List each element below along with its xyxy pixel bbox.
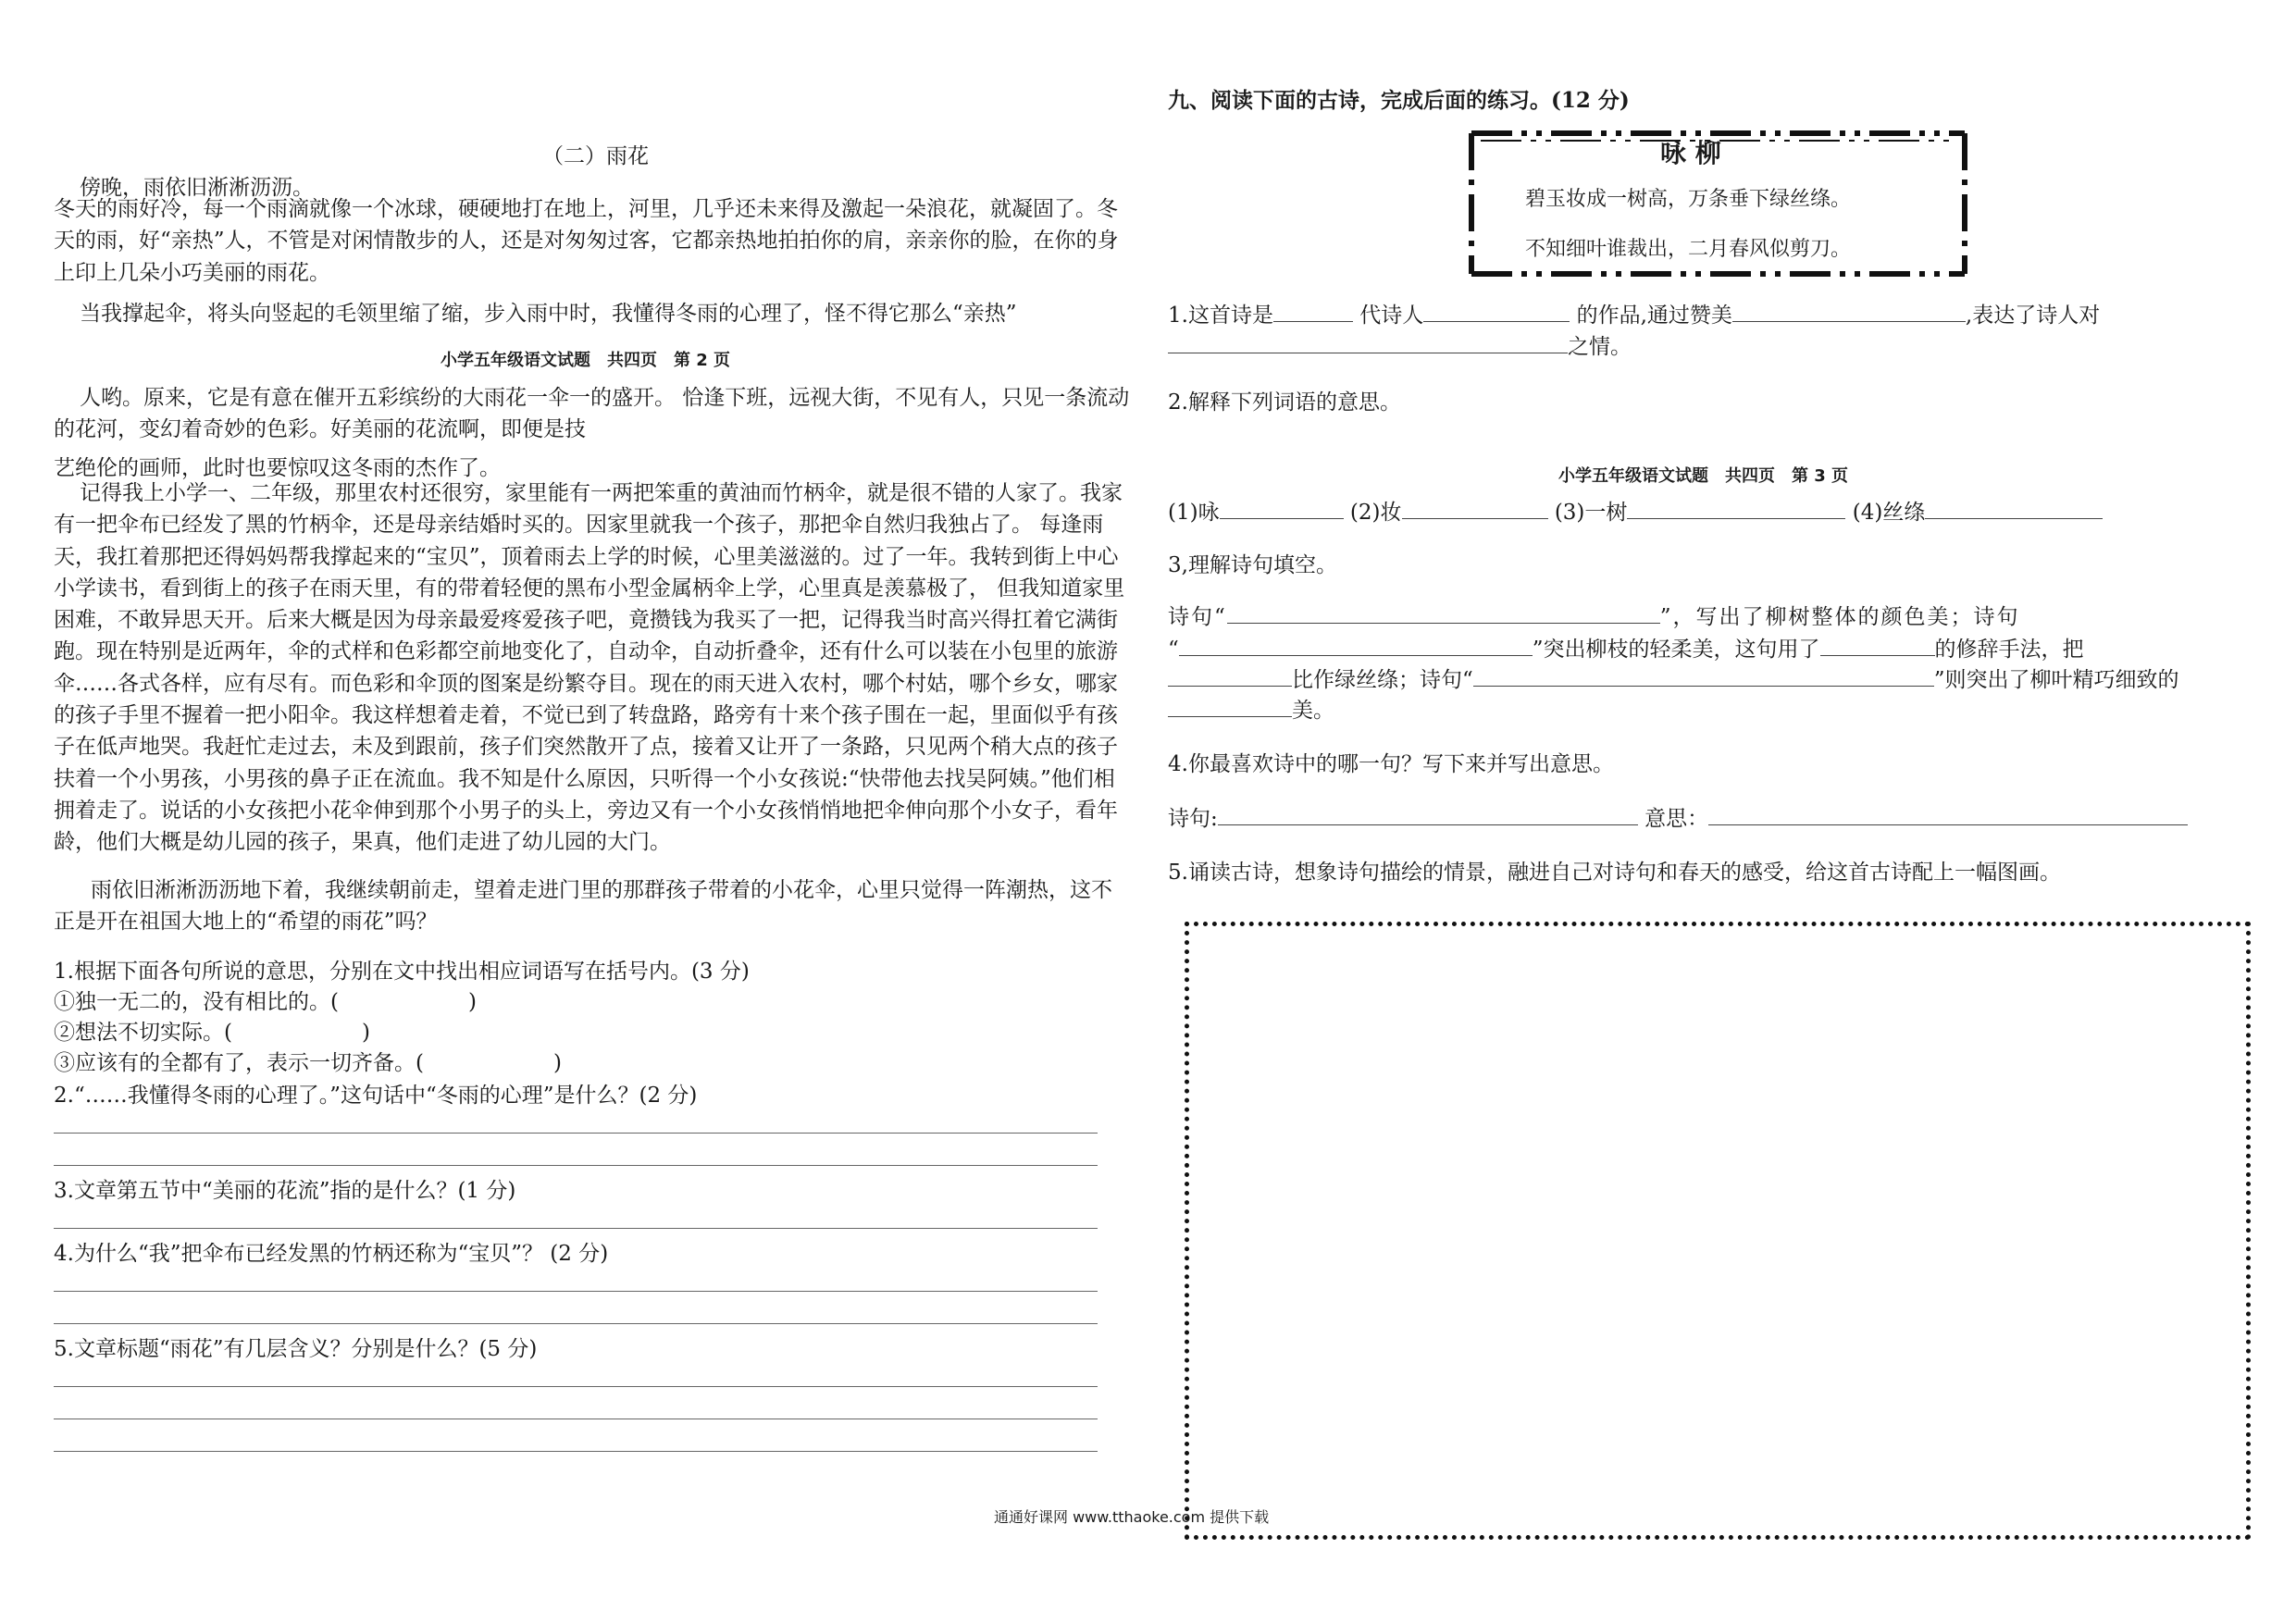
answer-line[interactable] <box>54 1291 1098 1292</box>
paragraph-4a: 人哟。原来，它是有意在催开五彩缤纷的大雨花一伞一的盛开。 恰逢下班，远视大街，不见有人，只见一条流动的花河，变幻着奇妙的色彩。好美丽的花流啊，即便是技 <box>54 386 1130 442</box>
poem-line-1: 碧玉妆成一树高，万条垂下绿丝绦。 <box>1525 188 1852 211</box>
right-question-5: 5.诵读古诗，想象诗句描绘的情景，融进自己对诗句和春天的感受，给这首古诗配上一幅图画。 <box>1168 861 2061 885</box>
blank-feeling[interactable] <box>1168 332 1568 353</box>
paragraph-5: 记得我上小学一、二年级，那里农村还很穷，家里能有一两把笨重的黄油而竹柄伞，就是很不错的人家了。我家有一把伞布已经发了黑的竹柄伞，还是母亲结婚时买的。因家里就我一个孩子，那把伞自然归我独占了。 每逢雨天，我扛着那把还得妈妈帮我撑起来的“宝贝”，顶着雨去上学的时候，心里美滋滋的。过了一年。我转到街上中心小学读书，看到街上的孩子在雨天里，有的带着轻便的黑布小型金属柄伞上学，心里真是羡慕极了， 但我知道家里困难，不敢异思天开。后来大概是因为母亲最爱疼爱孩子吧，竟攒钱为我买了一把，记得我当时高兴得扛着它满街跑。现在特别是近两年，伞的式样和色彩都空前地变化了，自动伞，自动折叠伞，还有什么可以装在小包里的旅游伞……各式各样，应有尽有。而色彩和伞顶的图案是纷繁夺目。现在的雨天进入农村，哪个村姑，哪个乡女，哪家的孩子手里不握着一把小阳伞。我这样想着走着，不觉已到了转盘路，路旁有十来个孩子围在一起，里面似乎有孩子在低声地哭。我赶忙走过去，未及到跟前，孩子们突然散开了点，接着又让开了一条路，只见两个稍大点的孩子扶着一个小男孩，小男孩的鼻子正在流血。我不知是什么原因，只听得一个小女孩说:“快带他去找吴阿姨。”他们相拥着走了。说话的小女孩把小花伞伸到那个小男子的头上，旁边又有一个小女孩悄悄地把伞伸向那个小女子，看年龄，他们大概是幼儿园的孩子，果真，他们走进了幼儿园的大门。 <box>54 481 1125 855</box>
question-1a: ①独一无二的，没有相比的。( ) <box>54 990 477 1014</box>
paragraph-4b: 艺绝伦的画师，此时也要惊叹这冬雨的杰作了。 <box>54 456 501 480</box>
blank-meaning[interactable] <box>1708 804 2188 825</box>
right-question-1: 1.这首诗是 代诗人 的作品,通过赞美 ,表达了诗人对 <box>1168 298 2100 328</box>
right-question-3: 3,理解诗句填空。 <box>1168 553 1337 577</box>
paragraph-2: 冬天的雨好冷，每一个雨滴就像一个冰球，硬硬地打在地上，河里，几乎还未来得及激起一朵浪花，就凝固了。冬天的雨，好“亲热”人，不管是对闲情散步的人，还是对匆匆过客，它都亲热地拍拍你的肩，亲亲你的脸，在你的身上印上几朵小巧美丽的雨花。 <box>54 197 1119 285</box>
right-question-2-items: (1)咏 (2)妆 (3)一树 (4)丝绦 <box>1168 495 2103 526</box>
blank-compare[interactable] <box>1168 665 1292 687</box>
blank-verse-2[interactable] <box>1179 635 1533 656</box>
paragraph-6: 雨依旧淅淅沥沥地下着，我继续朝前走，望着走进门里的那群孩子带着的小花伞，心里只觉得一阵潮热，这不正是开在祖国大地上的“希望的雨花”吗？ <box>54 878 1112 935</box>
blank-zhuang[interactable] <box>1402 498 1548 519</box>
blank-poet[interactable] <box>1423 301 1570 322</box>
question-5: 5.文章标题“雨花”有几层含义？分别是什么？(5 分) <box>54 1337 538 1361</box>
right-question-3-line3: 比作绿丝绦；诗句“ ”则突出了柳叶精巧细致的 <box>1168 663 2179 693</box>
paragraph-3: 当我撑起伞，将头向竖起的毛领里缩了缩，步入雨中时，我懂得冬雨的心理了，怪不得它那么“亲热” <box>80 302 1017 326</box>
blank-dynasty[interactable] <box>1273 301 1353 322</box>
paragraph-1: 傍晚，雨依旧淅淅沥沥。 <box>80 176 314 200</box>
section-title: （二）雨花 <box>542 144 649 168</box>
right-question-4-answer: 诗句: 意思： <box>1168 801 2188 832</box>
blank-beauty[interactable] <box>1168 696 1292 717</box>
page-footer: 通通好课网 www.tthaoke.com 提供下载 <box>994 1508 1270 1526</box>
question-2: 2.“……我懂得冬雨的心理了。”这句话中“冬雨的心理”是什么？(2 分) <box>54 1084 698 1108</box>
blank-verse-1[interactable] <box>1227 602 1660 624</box>
answer-line[interactable] <box>54 1165 1098 1166</box>
right-question-3-line2: “ ”突出柳枝的轻柔美，这句用了 的修辞手法，把 <box>1168 632 2084 663</box>
answer-line[interactable] <box>54 1228 1098 1229</box>
blank-praise[interactable] <box>1732 301 1966 322</box>
answer-line[interactable] <box>54 1133 1098 1134</box>
poem-title: 咏 柳 <box>1660 138 1721 168</box>
right-question-3-line1: 诗句“ ”，写出了柳树整体的颜色美；诗句 <box>1168 600 2020 630</box>
right-question-2: 2.解释下列词语的意思。 <box>1168 390 1401 415</box>
poem-box <box>1466 128 1970 279</box>
blank-yong[interactable] <box>1220 498 1344 519</box>
question-1c: ③应该有的全都有了，表示一切齐备。( ) <box>54 1051 562 1075</box>
question-4: 4.为什么“我”把伞布已经发黑的竹柄还称为“宝贝”？ (2 分) <box>54 1242 609 1266</box>
blank-verse-3[interactable] <box>1473 665 1934 687</box>
right-question-3-line4: 美。 <box>1168 693 1334 724</box>
blank-rhetoric[interactable] <box>1820 635 1935 656</box>
right-question-4: 4.你最喜欢诗中的哪一句？写下来并写出意思。 <box>1168 752 1614 776</box>
page-header-3: 小学五年级语文试题 共四页 第 3 页 <box>1558 466 1849 486</box>
page-header-2: 小学五年级语文试题 共四页 第 2 页 <box>441 351 731 370</box>
answer-line[interactable] <box>54 1323 1098 1324</box>
blank-yishu[interactable] <box>1627 498 1845 519</box>
answer-line[interactable] <box>54 1386 1098 1387</box>
poem-line-2: 不知细叶谁裁出，二月春风似剪刀。 <box>1525 238 1852 261</box>
blank-favorite-verse[interactable] <box>1218 804 1638 825</box>
drawing-area[interactable] <box>1185 922 2251 1540</box>
answer-line[interactable] <box>54 1451 1098 1452</box>
blank-sitao[interactable] <box>1925 498 2103 519</box>
section-nine-title: 九、阅读下面的古诗，完成后面的练习。(12 分) <box>1168 88 1630 113</box>
question-1: 1.根据下面各句所说的意思，分别在文中找出相应词语写在括号内。(3 分) <box>54 960 750 984</box>
right-question-1-cont: 之情。 <box>1168 329 1632 360</box>
question-1b: ②想法不切实际。( ) <box>54 1021 370 1045</box>
question-3: 3.文章第五节中“美丽的花流”指的是什么？(1 分) <box>54 1179 516 1203</box>
